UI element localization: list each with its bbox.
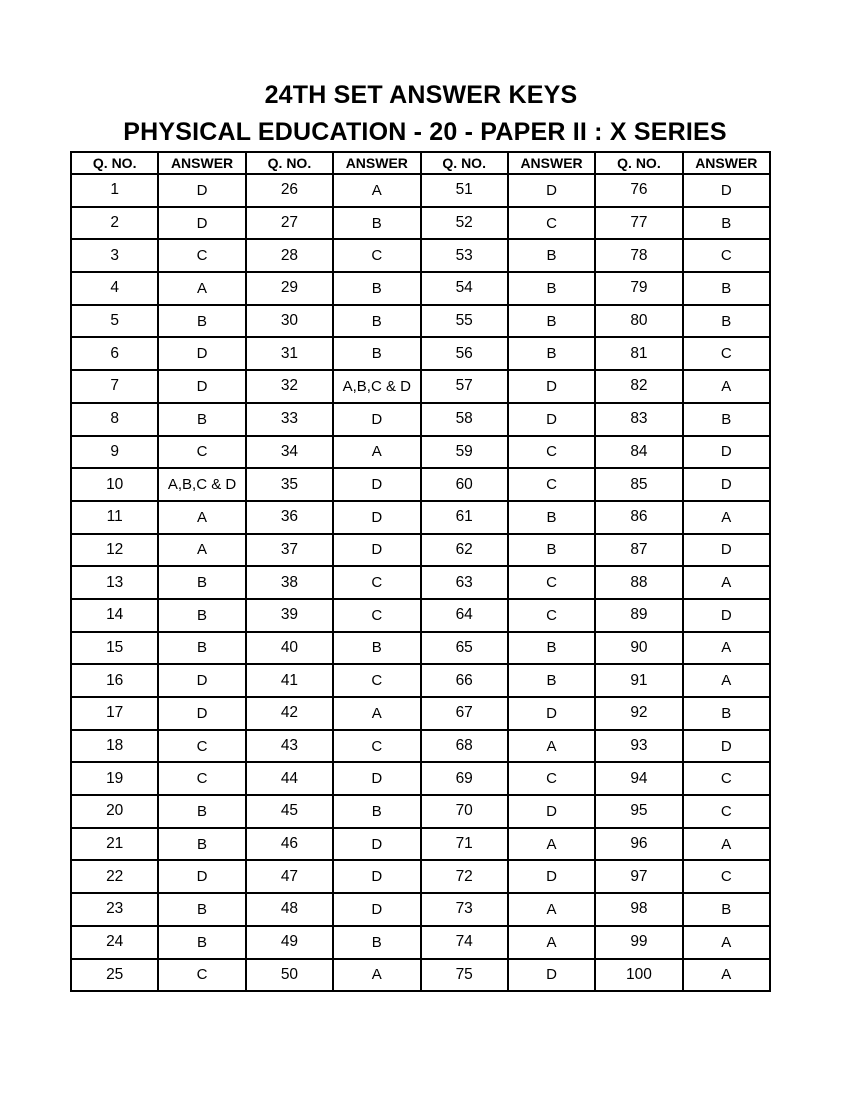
answer-cell: B <box>508 337 595 370</box>
table-row <box>71 730 770 763</box>
answer-cell: D <box>158 664 245 697</box>
question-number-cell: 19 <box>71 762 158 795</box>
answer-cell: A <box>683 632 770 665</box>
answer-cell: D <box>158 697 245 730</box>
answer-cell: A <box>683 566 770 599</box>
answer-cell: D <box>333 893 420 926</box>
question-number-cell: 28 <box>246 239 333 272</box>
question-number-cell: 95 <box>595 795 682 828</box>
document-title: 24TH SET ANSWER KEYS <box>264 81 578 109</box>
answer-cell: C <box>158 239 245 272</box>
document-subtitle: PHYSICAL EDUCATION - 20 - PAPER II : X SERIES <box>123 118 727 146</box>
question-number-cell: 4 <box>71 272 158 305</box>
question-number-cell: 40 <box>246 632 333 665</box>
header-answer: ANSWER <box>508 152 595 174</box>
question-number-cell: 36 <box>246 501 333 534</box>
question-number-cell: 6 <box>71 337 158 370</box>
question-number-cell: 66 <box>421 664 508 697</box>
answer-cell: D <box>508 697 595 730</box>
question-number-cell: 97 <box>595 860 682 893</box>
answer-cell: C <box>333 239 420 272</box>
question-number-cell: 27 <box>246 207 333 240</box>
answer-cell: C <box>333 664 420 697</box>
table-row <box>71 337 770 370</box>
answer-cell: B <box>333 795 420 828</box>
answer-cell: D <box>683 436 770 469</box>
answer-cell: D <box>333 468 420 501</box>
answer-cell: D <box>333 860 420 893</box>
question-number-cell: 76 <box>595 174 682 207</box>
question-number-cell: 23 <box>71 893 158 926</box>
question-number-cell: 90 <box>595 632 682 665</box>
answer-cell: A <box>508 893 595 926</box>
question-number-cell: 61 <box>421 501 508 534</box>
table-row <box>71 239 770 272</box>
question-number-cell: 88 <box>595 566 682 599</box>
table-row <box>71 207 770 240</box>
table-row <box>71 468 770 501</box>
question-number-cell: 41 <box>246 664 333 697</box>
question-number-cell: 52 <box>421 207 508 240</box>
answer-cell: D <box>683 599 770 632</box>
question-number-cell: 71 <box>421 828 508 861</box>
answer-cell: A <box>508 926 595 959</box>
answer-cell: B <box>333 926 420 959</box>
question-number-cell: 94 <box>595 762 682 795</box>
table-row <box>71 370 770 403</box>
answer-cell: B <box>158 599 245 632</box>
question-number-cell: 1 <box>71 174 158 207</box>
question-number-cell: 92 <box>595 697 682 730</box>
answer-cell: B <box>333 305 420 338</box>
answer-cell: B <box>158 566 245 599</box>
question-number-cell: 14 <box>71 599 158 632</box>
table-row <box>71 174 770 207</box>
answer-cell: C <box>508 566 595 599</box>
question-number-cell: 86 <box>595 501 682 534</box>
answer-cell: C <box>508 207 595 240</box>
question-number-cell: 72 <box>421 860 508 893</box>
table-row <box>71 828 770 861</box>
header-question-number: Q. NO. <box>421 152 508 174</box>
question-number-cell: 96 <box>595 828 682 861</box>
question-number-cell: 21 <box>71 828 158 861</box>
answer-cell: A <box>683 926 770 959</box>
question-number-cell: 79 <box>595 272 682 305</box>
question-number-cell: 12 <box>71 534 158 567</box>
table-row <box>71 534 770 567</box>
header-question-number: Q. NO. <box>71 152 158 174</box>
question-number-cell: 15 <box>71 632 158 665</box>
answer-cell: D <box>333 762 420 795</box>
answer-cell: A <box>508 730 595 763</box>
answer-cell: A <box>683 664 770 697</box>
answer-cell: B <box>158 893 245 926</box>
answer-cell: D <box>683 468 770 501</box>
answer-cell: D <box>508 174 595 207</box>
answer-cell: C <box>508 599 595 632</box>
question-number-cell: 78 <box>595 239 682 272</box>
header-question-number: Q. NO. <box>246 152 333 174</box>
question-number-cell: 57 <box>421 370 508 403</box>
question-number-cell: 64 <box>421 599 508 632</box>
answer-cell: A <box>683 370 770 403</box>
table-row <box>71 566 770 599</box>
answer-cell: D <box>508 860 595 893</box>
question-number-cell: 11 <box>71 501 158 534</box>
answer-cell: A <box>683 959 770 992</box>
question-number-cell: 93 <box>595 730 682 763</box>
question-number-cell: 91 <box>595 664 682 697</box>
answer-cell: D <box>333 501 420 534</box>
answer-cell: B <box>333 272 420 305</box>
answer-cell: D <box>158 174 245 207</box>
answer-cell: B <box>158 305 245 338</box>
table-body <box>71 174 770 991</box>
question-number-cell: 44 <box>246 762 333 795</box>
question-number-cell: 63 <box>421 566 508 599</box>
answer-cell: A <box>683 828 770 861</box>
answer-cell: B <box>508 305 595 338</box>
question-number-cell: 13 <box>71 566 158 599</box>
question-number-cell: 47 <box>246 860 333 893</box>
question-number-cell: 85 <box>595 468 682 501</box>
answer-cell: C <box>683 795 770 828</box>
answer-cell: B <box>683 403 770 436</box>
question-number-cell: 81 <box>595 337 682 370</box>
answer-cell: C <box>683 337 770 370</box>
table-row <box>71 697 770 730</box>
question-number-cell: 2 <box>71 207 158 240</box>
answer-cell: B <box>508 239 595 272</box>
table-row <box>71 403 770 436</box>
answer-cell: C <box>508 436 595 469</box>
answer-cell: B <box>158 632 245 665</box>
answer-cell: C <box>158 762 245 795</box>
question-number-cell: 5 <box>71 305 158 338</box>
question-number-cell: 50 <box>246 959 333 992</box>
answer-cell: D <box>683 174 770 207</box>
answer-cell: B <box>158 926 245 959</box>
answer-cell: B <box>683 697 770 730</box>
question-number-cell: 82 <box>595 370 682 403</box>
answer-cell: A <box>683 501 770 534</box>
question-number-cell: 58 <box>421 403 508 436</box>
question-number-cell: 42 <box>246 697 333 730</box>
header-answer: ANSWER <box>158 152 245 174</box>
question-number-cell: 16 <box>71 664 158 697</box>
question-number-cell: 17 <box>71 697 158 730</box>
question-number-cell: 53 <box>421 239 508 272</box>
question-number-cell: 84 <box>595 436 682 469</box>
question-number-cell: 26 <box>246 174 333 207</box>
answer-cell: A <box>333 174 420 207</box>
question-number-cell: 35 <box>246 468 333 501</box>
question-number-cell: 3 <box>71 239 158 272</box>
question-number-cell: 100 <box>595 959 682 992</box>
question-number-cell: 83 <box>595 403 682 436</box>
question-number-cell: 49 <box>246 926 333 959</box>
question-number-cell: 56 <box>421 337 508 370</box>
answer-key-table <box>70 151 771 992</box>
table-row <box>71 501 770 534</box>
question-number-cell: 89 <box>595 599 682 632</box>
question-number-cell: 7 <box>71 370 158 403</box>
answer-cell: B <box>508 501 595 534</box>
question-number-cell: 24 <box>71 926 158 959</box>
table-row <box>71 893 770 926</box>
answer-cell: A <box>333 697 420 730</box>
question-number-cell: 65 <box>421 632 508 665</box>
table-row <box>71 795 770 828</box>
question-number-cell: 99 <box>595 926 682 959</box>
answer-cell: C <box>158 959 245 992</box>
question-number-cell: 68 <box>421 730 508 763</box>
answer-cell: C <box>683 762 770 795</box>
question-number-cell: 80 <box>595 305 682 338</box>
question-number-cell: 10 <box>71 468 158 501</box>
question-number-cell: 31 <box>246 337 333 370</box>
answer-cell: B <box>158 795 245 828</box>
answer-cell: B <box>333 207 420 240</box>
answer-cell: B <box>333 632 420 665</box>
answer-cell: C <box>508 468 595 501</box>
question-number-cell: 73 <box>421 893 508 926</box>
answer-cell: A <box>158 534 245 567</box>
question-number-cell: 30 <box>246 305 333 338</box>
answer-cell: D <box>508 959 595 992</box>
question-number-cell: 45 <box>246 795 333 828</box>
answer-cell: D <box>158 860 245 893</box>
answer-cell: D <box>158 207 245 240</box>
answer-cell: D <box>333 403 420 436</box>
question-number-cell: 29 <box>246 272 333 305</box>
question-number-cell: 87 <box>595 534 682 567</box>
answer-cell: B <box>508 632 595 665</box>
question-number-cell: 18 <box>71 730 158 763</box>
answer-cell: D <box>508 795 595 828</box>
question-number-cell: 37 <box>246 534 333 567</box>
question-number-cell: 59 <box>421 436 508 469</box>
question-number-cell: 22 <box>71 860 158 893</box>
answer-cell: A <box>333 436 420 469</box>
answer-cell: D <box>333 534 420 567</box>
answer-cell: D <box>158 337 245 370</box>
answer-cell: B <box>683 272 770 305</box>
question-number-cell: 39 <box>246 599 333 632</box>
table-row <box>71 436 770 469</box>
answer-cell: C <box>158 436 245 469</box>
question-number-cell: 60 <box>421 468 508 501</box>
question-number-cell: 70 <box>421 795 508 828</box>
table-row <box>71 762 770 795</box>
answer-cell: C <box>333 599 420 632</box>
question-number-cell: 67 <box>421 697 508 730</box>
answer-cell: C <box>683 860 770 893</box>
answer-cell: D <box>508 403 595 436</box>
question-number-cell: 48 <box>246 893 333 926</box>
answer-cell: B <box>158 828 245 861</box>
answer-cell: C <box>333 730 420 763</box>
answer-cell: C <box>508 762 595 795</box>
answer-cell: B <box>508 534 595 567</box>
answer-cell: A <box>508 828 595 861</box>
answer-cell: D <box>508 370 595 403</box>
question-number-cell: 54 <box>421 272 508 305</box>
question-number-cell: 43 <box>246 730 333 763</box>
question-number-cell: 74 <box>421 926 508 959</box>
table-row <box>71 305 770 338</box>
table-row <box>71 860 770 893</box>
header-question-number: Q. NO. <box>595 152 682 174</box>
answer-cell: B <box>508 272 595 305</box>
answer-cell: B <box>158 403 245 436</box>
question-number-cell: 46 <box>246 828 333 861</box>
answer-cell: A <box>158 501 245 534</box>
answer-cell: B <box>683 207 770 240</box>
answer-cell: C <box>683 239 770 272</box>
answer-cell: D <box>683 534 770 567</box>
question-number-cell: 62 <box>421 534 508 567</box>
question-number-cell: 75 <box>421 959 508 992</box>
question-number-cell: 34 <box>246 436 333 469</box>
answer-cell: B <box>333 337 420 370</box>
table-row <box>71 926 770 959</box>
question-number-cell: 9 <box>71 436 158 469</box>
table-row <box>71 599 770 632</box>
question-number-cell: 32 <box>246 370 333 403</box>
table-row <box>71 959 770 992</box>
question-number-cell: 77 <box>595 207 682 240</box>
question-number-cell: 98 <box>595 893 682 926</box>
table-row <box>71 664 770 697</box>
header-answer: ANSWER <box>683 152 770 174</box>
question-number-cell: 51 <box>421 174 508 207</box>
table-header-row <box>71 152 770 174</box>
answer-cell: A,B,C & D <box>333 370 420 403</box>
answer-cell: D <box>683 730 770 763</box>
question-number-cell: 38 <box>246 566 333 599</box>
question-number-cell: 25 <box>71 959 158 992</box>
question-number-cell: 69 <box>421 762 508 795</box>
answer-cell: B <box>683 305 770 338</box>
table-row <box>71 272 770 305</box>
header-answer: ANSWER <box>333 152 420 174</box>
question-number-cell: 8 <box>71 403 158 436</box>
question-number-cell: 33 <box>246 403 333 436</box>
answer-cell: A <box>158 272 245 305</box>
answer-cell: A,B,C & D <box>158 468 245 501</box>
answer-cell: D <box>158 370 245 403</box>
question-number-cell: 20 <box>71 795 158 828</box>
answer-cell: C <box>333 566 420 599</box>
table-row <box>71 632 770 665</box>
answer-cell: B <box>508 664 595 697</box>
answer-cell: D <box>333 828 420 861</box>
answer-cell: A <box>333 959 420 992</box>
question-number-cell: 55 <box>421 305 508 338</box>
answer-cell: B <box>683 893 770 926</box>
answer-cell: C <box>158 730 245 763</box>
